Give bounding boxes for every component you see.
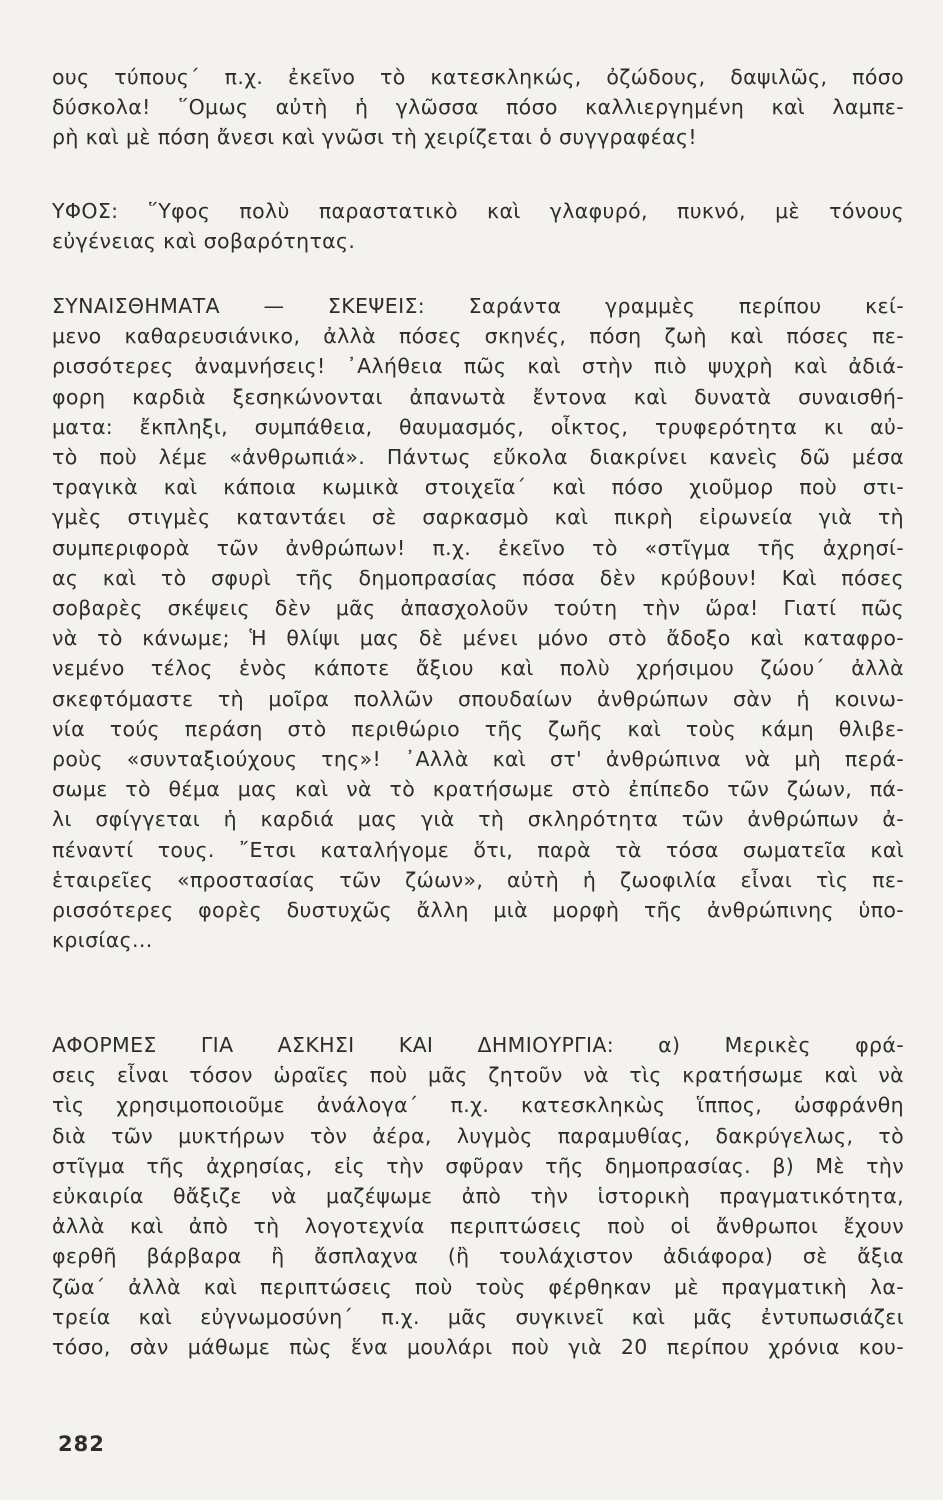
text-line: ρὴ καὶ μὲ πόση ἄνεσι καὶ γνῶσι τὴ χειρίζεται ὁ συγγραφέας!: [52, 125, 697, 150]
text-line: δύσκολα! ῞Ομως αὐτὴ ἡ γλῶσσα πόσο καλλιεργημένη καὶ λαμπε-: [52, 95, 904, 120]
text-line: φορη καρδιὰ ξεσηκώνονται ἀπανωτὰ ἔντονα καὶ δυνατὰ συναισθή-: [52, 384, 904, 409]
text-line: σωμε τὸ θέμα μας καὶ νὰ τὸ κρατήσωμε στὸ ἐπίπεδο τῶν ζώων, πά-: [52, 777, 904, 802]
text-line: νὰ τὸ κάνωμε; Ἡ θλίψι μας δὲ μένει μόνο στὸ ἄδοξο καὶ καταφρο-: [52, 626, 904, 651]
text-line: διὰ τῶν μυκτήρων τὸν ἀέρα, λυγμὸς παραμυθίας, δακρύγελως, τὸ: [52, 1123, 904, 1148]
text-line: ἑταιρεῖες «προστασίας τῶν ζώων», αὐτὴ ἡ ζωοφιλία εἶναι τὶς πε-: [52, 867, 904, 892]
paragraph-style: [52, 196, 904, 256]
text-line: μενο καθαρευσιάνικο, ἀλλὰ πόσες σκηνές, πόση ζωὴ καὶ πόσες πε-: [52, 324, 904, 349]
text-line: τραγικὰ καὶ κάποια κωμικὰ στοιχεῖα΄ καὶ πόσο χιοῦμορ ποὺ στι-: [52, 475, 904, 500]
text-line: ΣΥΝΑΙΣΘΗΜΑΤΑ — ΣΚΕΨΕΙΣ: Σαράντα γραμμὲς περίπου κεί-: [52, 294, 904, 318]
page-number: 282: [58, 1432, 105, 1456]
text-line: ρισσότερες φορὲς δυστυχῶς ἄλλη μιὰ μορφὴ τῆς ἀνθρώπινης ὑπο-: [52, 898, 904, 923]
text-line: κρισίας...: [52, 928, 153, 953]
text-line: ους τύπους΄ π.χ. ἐκεῖνο τὸ κατεσκληκώς, ὀζώδους, δαψιλῶς, πόσο: [52, 65, 904, 89]
text-line: συμπεριφορὰ τῶν ἀνθρώπων! π.χ. ἐκεῖνο τὸ «στῖγμα τῆς ἀχρησί-: [52, 535, 904, 560]
paragraph-prompts-exercise: [52, 1030, 904, 1362]
text-line: πέναντί τους. ῎Ετσι καταλήγομε ὅτι, παρὰ τὰ τόσα σωματεῖα καὶ: [52, 837, 904, 862]
text-line: σεις εἶναι τόσον ὡραῖες ποὺ μᾶς ζητοῦν νὰ τὶς κρατήσωμε καὶ νὰ: [52, 1063, 904, 1088]
text-line: τόσο, σὰν μάθωμε πὼς ἕνα μουλάρι ποὺ γιὰ 20 περίπου χρόνια κου-: [52, 1335, 904, 1360]
text-line: τρεία καὶ εὐγνωμοσύνη΄ π.χ. μᾶς συγκινεῖ καὶ μᾶς ἐντυπωσιάζει: [52, 1304, 904, 1329]
text-line: νία τούς περάση στὸ περιθώριο τῆς ζωῆς καὶ τοὺς κάμη θλιβε-: [52, 716, 904, 741]
text-line: ας καὶ τὸ σφυρὶ τῆς δημοπρασίας πόσα δὲν κρύβουν! Καὶ πόσες: [52, 565, 904, 590]
text-line: τὸ ποὺ λέμε «ἀνθρωπιά». Πάντως εὔκολα διακρίνει κανεὶς δῶ μέσα: [52, 445, 904, 470]
text-line: λι σφίγγεται ἡ καρδιά μας γιὰ τὴ σκληρότητα τῶν ἀνθρώπων ἀ-: [52, 807, 904, 832]
text-line: φερθῆ βάρβαρα ἢ ἄσπλαχνα (ἢ τουλάχιστον ἀδιάφορα) σὲ ἄξια: [52, 1244, 904, 1269]
text-line: ΑΦΟΡΜΕΣ ΓΙΑ ΑΣΚΗΣΙ ΚΑΙ ΔΗΜΙΟΥΡΓΙΑ: α) Μερικὲς φρά-: [52, 1033, 904, 1057]
text-line: τὶς χρησιμοποιοῦμε ἀνάλογα΄ π.χ. κατεσκληκὼς ἵππος, ὠσφράνθη: [52, 1093, 904, 1118]
text-line: εὐγένειας καὶ σοβαρότητας.: [52, 229, 356, 254]
text-line: ροὺς «συνταξιούχους της»! ᾿Αλλὰ καὶ στ' ἀνθρώπινα νὰ μὴ περά-: [52, 747, 904, 772]
text-line: ρισσότερες ἀναμνήσεις! ᾿Αλήθεια πῶς καὶ στὴν πιὸ ψυχρὴ καὶ ἀδιά-: [52, 354, 904, 379]
paragraph-feelings-thoughts: [52, 291, 904, 955]
text-line: νεμένο τέλος ἑνὸς κάποτε ἄξιου καὶ πολὺ χρήσιμου ζώου΄ ἀλλὰ: [52, 656, 904, 681]
text-line: ἀλλὰ καὶ ἀπὸ τὴ λογοτεχνία περιπτώσεις ποὺ οἱ ἄνθρωποι ἔχουν: [52, 1214, 904, 1239]
text-line: γμὲς στιγμὲς καταντάει σὲ σαρκασμὸ καὶ πικρὴ εἰρωνεία γιὰ τὴ: [52, 505, 904, 530]
paragraph-language: [52, 62, 904, 153]
text-line: ματα: ἔκπληξι, συμπάθεια, θαυμασμός, οἶκτος, τρυφερότητα κι αὐ-: [52, 414, 904, 439]
text-line: εὐκαιρία θἄξιζε νὰ μαζέψωμε ἀπὸ τὴν ἱστορικὴ πραγματικότητα,: [52, 1184, 904, 1209]
text-line: ζῶα΄ ἀλλὰ καὶ περιπτώσεις ποὺ τοὺς φέρθηκαν μὲ πραγματικὴ λα-: [52, 1274, 904, 1299]
text-line: σκεφτόμαστε τὴ μοῖρα πολλῶν σπουδαίων ἀνθρώπων σὰν ἡ κοινω-: [52, 686, 904, 711]
text-line: ΥΦΟΣ: ῞Υφος πολὺ παραστατικὸ καὶ γλαφυρό, πυκνό, μὲ τόνους: [52, 199, 904, 223]
text-line: στῖγμα τῆς ἀχρησίας, εἰς τὴν σφῦραν τῆς δημοπρασίας. β) Μὲ τὴν: [52, 1153, 904, 1178]
text-line: σοβαρὲς σκέψεις δὲν μᾶς ἀπασχολοῦν τούτη τὴν ὥρα! Γιατί πῶς: [52, 596, 904, 621]
